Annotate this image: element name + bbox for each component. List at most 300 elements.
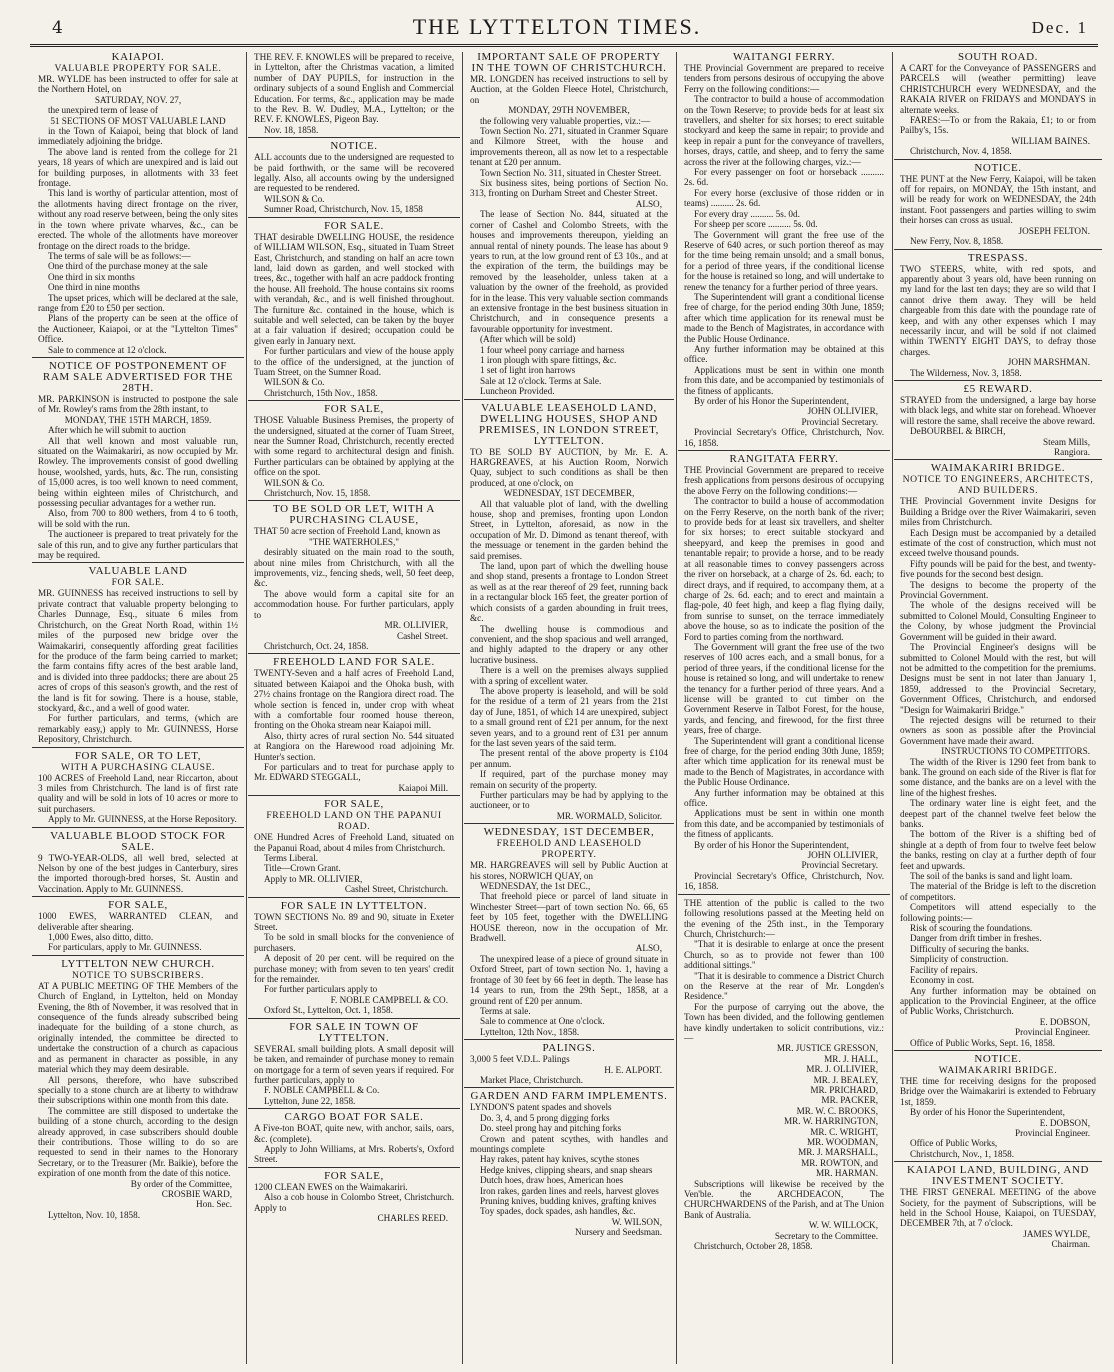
ad-paragraph: DeBOURBEL & BIRCH, bbox=[910, 426, 1006, 437]
ad-paragraph: There is a well on the premises always supplied with a spring of excellent water. bbox=[470, 665, 668, 686]
ad-paragraph: Terms Liberal. bbox=[264, 853, 318, 863]
ad-paragraph: If required, part of the purchase money may remain on security of the property. bbox=[470, 769, 668, 790]
ad-paragraph: Six business sites, being portions of Section No. 313, fronting on Durham Street and Chester Street. bbox=[470, 178, 668, 199]
advertisement bbox=[248, 1167, 460, 1226]
ad-paragraph: Office of Public Works, bbox=[910, 1138, 998, 1149]
ad-heading: FOR SALE, bbox=[108, 899, 168, 912]
ad-body-lead: THE time for receiving designs for the proposed Bridge over the Waimakariri is extended to February 1st, 1859. bbox=[900, 1075, 1096, 1107]
ad-heading: IMPORTANT SALE OF PROPERTY IN THE TOWN OF CHRISTCHURCH. bbox=[471, 52, 667, 74]
ad-heading: WITH A PURCHASING CLAUSE. bbox=[60, 761, 216, 773]
ad-paragraph: Do. steel prong hay and pitching forks bbox=[480, 1123, 622, 1134]
ad-signature: JOSEPH FELTON. bbox=[1018, 225, 1090, 236]
ad-paragraph: Christchurch, October 28, 1858. bbox=[694, 1241, 813, 1252]
ad-paragraph: Applications must be sent in within one month from this date, and be accompanied by testimonials of the fitness of applicants. bbox=[684, 364, 884, 396]
ad-body-lead: 3,000 5 feet V.D.L. Palings bbox=[470, 1054, 570, 1065]
ad-paragraph: The whole of the designs received will be submitted to Colonel Mould, Consulting Engineer to the Colony, by whose judgment the Provincial Government will be guided in their award. bbox=[900, 600, 1096, 642]
ad-heading: SOUTH ROAD. bbox=[958, 52, 1038, 63]
ad-signature: JOHN MARSHMAN. bbox=[1007, 357, 1090, 368]
ad-paragraph: For particulars and to treat for purchase apply to Mr. EDWARD STEGGALL, bbox=[254, 761, 454, 783]
ad-body-lead: THE Provincial Government are prepared to receive tenders from persons desirous of occupying the above Ferry on the following conditions:— bbox=[684, 63, 884, 94]
ad-paragraph: Sale to commence at One o'clock. bbox=[480, 1016, 605, 1027]
ad-paragraph: Nov. 18, 1858. bbox=[264, 124, 319, 135]
ad-paragraph: Sumner Road, Christchurch, Nov. 15, 1858 bbox=[264, 204, 423, 215]
ad-heading: KAIAPOI. bbox=[111, 52, 165, 63]
ad-body-lead: STRAYED from the undersigned, a large bay horse with black legs, and white star on forehead. Whoever will restore the same, shall receive the above reward. bbox=[900, 394, 1096, 426]
ad-body-lead: AT A PUBLIC MEETING OF THE Members of the Church of England, in Lyttelton, held on Monday Evening, the 8th of November, it was resolved that in consequence of the funds already subscribed being inadequate for the building of a stone church, as originally intended, the committee be directed to undertake the construction of a church as capacious and as permanent in character as possible, in any material which they may deem desirable. bbox=[38, 980, 238, 1075]
ad-signature: MR. PACKER, bbox=[821, 1095, 878, 1106]
advertisement bbox=[32, 896, 244, 955]
ad-heading: VALUABLE BLOOD STOCK FOR SALE. bbox=[50, 829, 226, 853]
ad-paragraph: To be sold in small blocks for the convenience of purchasers. bbox=[254, 932, 454, 953]
ad-subheading: MONDAY, THE 15TH MARCH, 1859. bbox=[64, 414, 212, 425]
advertisement bbox=[894, 1161, 1102, 1251]
ad-paragraph: The Superintendent will grant a conditional license free of charge, for the period ending 30th June, 1859; after which time application for its renewal must be made to the Bench of Magistrates, in accordance with the Public House Ordinance. bbox=[684, 735, 884, 788]
ad-paragraph: By order of his Honor the Superintendent, bbox=[910, 1107, 1065, 1118]
ad-paragraph: The lease of Section No. 844, situated at the corner of Cashel and Colombo Streets, with the houses and improvements thereupon, yielding an annual rental of ninety pounds. The lease has about 9 years to run, at the low ground rent of £3 10s., and at the expiration of the term, the buildings may be removed by the leaseholder, unless taken at a valuation by the owner of the freehold, as provided for in the lease. This very valuable section commands an extensive frontage in the best business situation in Christchurch, and in consequence presents a favourable opportunity for investment. bbox=[470, 209, 668, 334]
ad-paragraph: For further particulars and view of the house apply to the office of the undersigned, at the junction of Tuam Street, on the Sumner Road. bbox=[254, 346, 454, 377]
ad-signature: MR. J. MARSHALL, bbox=[798, 1147, 878, 1158]
ad-body-lead: A Five-ton BOAT, quite new, with anchor, sails, oars, &c. (complete). bbox=[254, 1123, 454, 1144]
ad-heading: FREEHOLD AND LEASEHOLD PROPERTY. bbox=[496, 838, 642, 861]
ad-paragraph: The rejected designs will be returned to their owners as soon as possible after the Provincial Government have made their award. bbox=[900, 714, 1096, 746]
ad-paragraph: The auctioneer is prepared to treat privately for the sale of this run, and to give any further particulars that may be required. bbox=[38, 529, 238, 561]
advertisement bbox=[678, 450, 890, 894]
ad-heading: VALUABLE LAND bbox=[88, 565, 188, 578]
ad-paragraph: Simplicity of construction. bbox=[910, 954, 1009, 965]
column-divider bbox=[676, 52, 677, 1364]
ad-heading: WEDNESDAY, 1ST DECEMBER, bbox=[483, 826, 655, 839]
ad-paragraph: the unexpired term of lease of bbox=[48, 105, 158, 116]
ad-paragraph: Facility of repairs. bbox=[910, 964, 978, 975]
ad-signature: Provincial Secretary. bbox=[801, 860, 878, 871]
ad-signature: E. DOBSON, bbox=[1039, 1016, 1090, 1027]
masthead bbox=[0, 0, 1114, 46]
advertisement bbox=[464, 1039, 674, 1087]
ad-paragraph: Apply to Mr. GUINNESS, at the Horse Repository. bbox=[48, 814, 237, 825]
ad-paragraph: Terms at sale. bbox=[480, 1005, 531, 1016]
ad-paragraph: The unexpired lease of a piece of ground situate in Oxford Street, part of town section No. 1, having a frontage of 30 feet by 66 feet in depth. The lease has 14 years to run, from the 29th Sept., 1858, at a ground rent of £20 per annum. bbox=[470, 953, 668, 1006]
advertisement bbox=[894, 249, 1102, 380]
ad-signature: ALSO, bbox=[635, 943, 662, 954]
ad-signature: CROSBIE WARD, bbox=[161, 1188, 232, 1199]
ad-signature: F. NOBLE CAMPBELL & CO. bbox=[330, 994, 448, 1005]
ad-paragraph: Applications must be sent in within one month from this date, and be accompanied by testimonials of the fitness of applicants. bbox=[684, 808, 884, 840]
advertisement bbox=[894, 1050, 1102, 1161]
ad-signature: By order of the Committee, bbox=[130, 1178, 232, 1189]
ad-heading: FOR SALE, bbox=[324, 798, 384, 811]
ad-paragraph: Competitors will attend especially to the following points:— bbox=[900, 902, 1096, 923]
column-1 bbox=[32, 52, 244, 1368]
advertisement bbox=[678, 894, 890, 1254]
ad-paragraph: Also, from 700 to 800 wethers, from 4 to 6 tooth, will be sold with the run. bbox=[38, 508, 238, 529]
ad-signature: Cashel Street, Christchurch. bbox=[344, 884, 448, 895]
ad-paragraph: The Government will grant the free use of the Reserve of 640 acres, or such portion thereof as may for the time being remain unsold; and a small bonus, for a period of three years, if the conditional license for the house is retained so long, and will undertake to renew the tenancy for a further period of three years. bbox=[684, 229, 884, 292]
ad-heading: NOTICE TO ENGINEERS, ARCHITECTS, AND BUILDERS. bbox=[902, 474, 1094, 497]
ad-heading: WAIMAKARIRI BRIDGE. bbox=[938, 1064, 1058, 1076]
ad-paragraph: One third in nine months bbox=[48, 282, 140, 293]
ad-paragraph: The bottom of the River is a shifting bed of shingle at a depth of from four to twelve feet below the banks, resting on clay at a further depth of four feet and upwards. bbox=[900, 829, 1096, 871]
ad-heading: NOTICE. bbox=[974, 161, 1022, 174]
ad-heading: TRESPASS. bbox=[967, 251, 1029, 264]
ad-body-lead: TWO STEERS, white, with red spots, and apparently about 3 years old, have been running on my land for the last ten days; they are so wild that I cannot drive them away. They will be held chargeable from this date with the poundage rate of keep, and with any other expenses which I may necessarily incur, and will be sold if not claimed within TWENTY EIGHT DAYS, to defray those charges. bbox=[900, 263, 1096, 357]
ad-signature: Rangiora. bbox=[1054, 447, 1090, 457]
ad-signature: JOHN OLLIVIER, bbox=[807, 406, 878, 417]
ad-paragraph: Any further information may be obtained at this office. bbox=[684, 343, 884, 365]
ad-signature: Kaiapoi Mill. bbox=[398, 782, 448, 793]
ad-paragraph: Hay rakes, patent hay knives, scythe stones bbox=[480, 1154, 640, 1165]
ad-paragraph: The designs to become the property of the Provincial Government. bbox=[900, 579, 1096, 601]
ad-body-lead: TO BE SOLD BY AUCTION, by Mr. E. A. HARGREAVES, at his Auction Room, Norwich Quay, subject to such conditions as shall be then produced, at one o'clock, on bbox=[470, 446, 668, 488]
ad-paragraph: Toy spades, dock spades, ash handles, &c. bbox=[480, 1206, 636, 1217]
ad-signature: Steam Mills, bbox=[1043, 436, 1090, 447]
advertisement bbox=[32, 747, 244, 827]
ad-signature: JAMES WYLDE, bbox=[1023, 1228, 1090, 1239]
ad-heading: WAITANGI FERRY. bbox=[732, 52, 836, 63]
ad-signature: MR. JUSTICE GRESSON, bbox=[776, 1043, 878, 1054]
column-divider bbox=[246, 52, 247, 1364]
ad-paragraph: Title—Crown Grant. bbox=[264, 863, 341, 874]
ad-signature: Chairman. bbox=[1051, 1239, 1090, 1250]
ad-heading: FREEHOLD LAND ON THE PAPANUI ROAD. bbox=[266, 810, 442, 833]
ad-paragraph: Dutch hoes, draw hoes, American hoes bbox=[480, 1175, 624, 1186]
ad-paragraph: desirably situated on the main road to the south, about nine miles from Christchurch, with all the improvements, viz., fencing sheds, well, 50 feet deep, &c. bbox=[254, 547, 454, 589]
ad-signature: MR. WOODMAN, bbox=[806, 1137, 878, 1148]
ad-subheading: 51 SECTIONS OF MOST VALUABLE LAND bbox=[50, 115, 226, 126]
ad-paragraph: The Wilderness, Nov. 3, 1858. bbox=[910, 367, 1022, 378]
ad-paragraph: The above would form a capital site for an accommodation house. For further particulars, apply to bbox=[254, 588, 454, 620]
page-number: 4 bbox=[52, 18, 63, 38]
ad-body-lead: THE Provincial Government are prepared to receive fresh applications from persons desirous of occupying the above Ferry on the following conditions:— bbox=[684, 465, 884, 496]
ad-paragraph: Risk of scouring the foundations. bbox=[910, 923, 1033, 934]
advertisement bbox=[32, 52, 244, 357]
advertisement bbox=[894, 159, 1102, 249]
ad-paragraph: FARES:—To or from the Rakaia, £1; to or from Pailby's, 15s. bbox=[900, 115, 1096, 136]
ad-subheading: MONDAY, 29TH NOVEMBER, bbox=[508, 105, 630, 116]
ad-body-lead: TOWN SECTIONS No. 89 and 90, situate in Exeter Street. bbox=[254, 911, 454, 933]
ad-signature: H. E. ALPORT. bbox=[604, 1064, 662, 1075]
ad-paragraph: Sale at 12 o'clock. Terms at Sale. bbox=[480, 375, 602, 386]
ad-paragraph: F. NOBLE CAMPBELL & Co. bbox=[264, 1085, 380, 1096]
ad-paragraph: Luncheon Provided. bbox=[480, 386, 555, 397]
ad-heading: TO BE SOLD OR LET, WITH A PURCHASING CLAUSE, bbox=[273, 503, 435, 527]
ad-body-lead: 100 ACRES of Freehold Land, near Riccarton, about 3 miles from Christchurch. The land is of first rate quality and will be sold in lots of 10 acres or more to suit purchasers. bbox=[38, 772, 238, 814]
ad-heading: NOTICE. bbox=[330, 140, 378, 153]
ad-paragraph: the following very valuable properties, viz.:— bbox=[480, 115, 651, 126]
ad-signature: Provincial Engineer. bbox=[1014, 1127, 1090, 1138]
ad-paragraph: Christchurch, Nov., 1, 1858. bbox=[910, 1148, 1015, 1159]
ad-signature: MR. J. OLLIVIER, bbox=[806, 1064, 878, 1075]
ad-heading: LYTTELTON NEW CHURCH. bbox=[61, 957, 215, 970]
ad-heading: FREEHOLD LAND FOR SALE. bbox=[273, 656, 435, 669]
ad-signature: Secretary to the Committee. bbox=[774, 1230, 878, 1241]
advertisement bbox=[894, 380, 1102, 459]
ad-paragraph: The above land is rented from the college for 21 years, 18 years of which are unexpired and is laid out for building purposes, in allotments with 33 feet frontage. bbox=[38, 146, 238, 189]
ad-signature: MR. W. HARRINGTON, bbox=[783, 1116, 878, 1127]
ad-signature: Provincial Secretary. bbox=[801, 416, 878, 427]
ad-paragraph: Any further information may be obtained on application to the Provincial Engineer, at the office of Public Works, Christchurch. bbox=[900, 985, 1096, 1017]
ad-paragraph: (After which will be sold) bbox=[480, 334, 576, 345]
ad-paragraph: Crown and patent scythes, with handles and mountings complete bbox=[470, 1133, 668, 1154]
ad-paragraph: The ordinary water line is eight feet, and the deepest part of the channel twelve feet below the banks. bbox=[900, 798, 1096, 829]
advertisement bbox=[464, 399, 674, 824]
ad-signature: Cashel Street. bbox=[396, 630, 448, 641]
ad-paragraph: 1,000 Ewes, also ditto, ditto. bbox=[48, 932, 154, 943]
ad-paragraph: The contractor to build a house of accommodation on the Town Reserve; to provide beds for at least six travellers, and shelter for six horses; to erect suitable stockyard and keep the same in repair; to provide and keep in repair a punt for the conveyance of travellers, horses, drays, cattle, and sheep, and to ferry the same across the river at the following charges, viz.:— bbox=[684, 94, 884, 167]
ad-body-lead: A CART for the Conveyance of PASSENGERS and PARCELS will (weather permitting) leave CHRISTCHURCH every WEDNESDAY, and the RAKAIA RIVER on FRIDAYS and MONDAYS in alternate weeks. bbox=[900, 63, 1096, 115]
ad-body-lead: THE PUNT at the New Ferry, Kaiapoi, will be taken off for repairs, on MONDAY, the 15th instant, and will be ready for work on WEDNESDAY, the 24th instant. Foot passengers and parties willing to swim their horses can cross as usual. bbox=[900, 173, 1096, 226]
ad-paragraph: The present rental of the above property is £104 per annum. bbox=[470, 748, 668, 769]
ad-paragraph: Christchurch, 15th Nov., 1858. bbox=[264, 387, 378, 398]
ad-body-lead: THOSE Valuable Business Premises, the property of the undersigned, situated at the corner of Tuam Street, near the Sumner Road, Christchurch, recently erected with some regard to architectural design and finish. Further particulars can be obtained by applying at the office on the spot. bbox=[254, 415, 454, 478]
ad-paragraph: The dwelling house is commodious and convenient, and the shop spacious and well arranged, and highly adapted to the drapery or any other lucrative business. bbox=[470, 623, 668, 665]
ad-paragraph: "That it is desirable to commence a District Church on the Reserve at the rear of Mr. Longden's Residence." bbox=[684, 970, 884, 1002]
ad-paragraph: Lyttelton, 12th Nov., 1858. bbox=[480, 1026, 580, 1037]
ad-paragraph: That freehold piece or parcel of land situate in Winchester Street—part of town section No. 66, 65 feet by 105 feet, together with the DWELLING HOUSE thereon, now in the occupation of Mr. Bradwell. bbox=[470, 891, 668, 944]
newspaper-title: THE LYTTELTON TIMES. bbox=[412, 14, 702, 39]
ad-paragraph: Lyttelton, June 22, 1858. bbox=[264, 1095, 356, 1106]
ad-signature: W. WILSON, bbox=[611, 1216, 662, 1227]
ad-paragraph: 1 four wheel pony carriage and harness bbox=[480, 344, 625, 355]
ad-heading: FOR SALE, bbox=[324, 1169, 384, 1182]
ad-paragraph: The upset prices, which will be declared at the sale, range from £20 to £50 per section. bbox=[38, 292, 238, 313]
ad-body-lead: MR. GUINNESS has received instructions to sell by private contract that valuable property belonging to Charles Dunnage, Esq., situate 6 miles from Christchurch, on the Great North Road, within 1½ miles of the purposed new bridge over the Waimakariri, consequently affording great facilities for the produce of the farm being carried to market; the farm contains fifty acres of the best arable land, and is divided into three paddocks; there are about 25 acres of crops of this season's growth, and the rest of the land is fit for sowing. There is a house, stable, stockyard, &c., and a well of good water. bbox=[38, 588, 238, 713]
ad-body-lead: THAT 50 acre section of Freehold Land, known as bbox=[254, 526, 441, 537]
ad-signature: W. W. WILLOCK, bbox=[808, 1220, 878, 1231]
ad-paragraph: After which he will submit to auction bbox=[48, 425, 186, 436]
ad-paragraph: Each Design must be accompanied by a detailed estimate of the cost of construction, which must not exceed twelve thousand pounds. bbox=[900, 527, 1096, 559]
ad-heading: VALUABLE LEASEHOLD LAND, DWELLING HOUSES, SHOP AND PREMISES, IN LONDON STREET, LYTTELTON. bbox=[478, 401, 660, 447]
ad-paragraph: WILSON & Co. bbox=[264, 477, 325, 488]
column-divider bbox=[892, 52, 893, 1364]
ad-signature: MR. J. BEALEY, bbox=[813, 1074, 878, 1085]
advertisement bbox=[894, 52, 1102, 159]
ad-paragraph: Apply to MR. OLLIVIER, bbox=[264, 873, 363, 884]
advertisement bbox=[248, 897, 460, 1018]
ad-paragraph: For further particulars apply to bbox=[264, 984, 378, 995]
advertisement bbox=[248, 795, 460, 896]
ad-paragraph: Market Place, Christchurch. bbox=[480, 1074, 584, 1085]
issue-date: Dec. 1 bbox=[1031, 18, 1088, 37]
ad-paragraph: All that well known and most valuable run, situated on the Waimakariri, as now occupied by Mr. Rowley. The improvements consist of good dwelling house, woolshed, yards, huts, &c. The run, consisting of 15,000 acres, is too well known to need comment, being within eighteen miles of Christchurch, and possessing peculiar advantages for a wether run. bbox=[38, 435, 238, 509]
advertisement bbox=[248, 1018, 460, 1108]
advertisement bbox=[32, 562, 244, 746]
ad-body-lead: MR. LONGDEN has received instructions to sell by Auction, at the Golden Fleece Hotel, Christchurch, on bbox=[470, 74, 668, 105]
ad-paragraph: Subscriptions will likewise be received by the Ven'ble. the ARCHDEACON, The CHURCHWARDENS of the Parish, and at The Union Bank of Australia. bbox=[684, 1178, 884, 1220]
ad-paragraph: The terms of sale will be as follows:— bbox=[48, 250, 191, 261]
ad-paragraph: Christchurch, Oct. 24, 1858. bbox=[264, 640, 369, 651]
ad-signature: MR. C. WRIGHT, bbox=[810, 1126, 878, 1137]
ad-body-lead: LYNDON'S patent spades and shovels bbox=[470, 1102, 612, 1113]
ad-paragraph: Town Section No. 311, situated in Chester Street. bbox=[480, 167, 662, 178]
ad-body-lead: MR. WYLDE has been instructed to offer for sale at the Northern Hotel, on bbox=[38, 74, 238, 95]
advertisement bbox=[894, 459, 1102, 1050]
ad-paragraph: Provincial Secretary's Office, Christchurch, Nov. 16, 1858. bbox=[684, 427, 884, 448]
ad-body-lead: SEVERAL small building plots. A small deposit will be taken, and remainder of purchase money to remain on mortgage for a term of seven years if required. For further particulars, apply to bbox=[254, 1043, 454, 1085]
ad-paragraph: Provincial Secretary's Office, Christchurch, Nov. 16, 1858. bbox=[684, 870, 884, 892]
ad-paragraph: The above property is leasehold, and will be sold for the residue of a term of 21 years from the 21st day of June, 1851, of which 14 are unexpired, subject to a small ground rent of £21 per annum, for the next seven years, and to a ground rent of £31 per annum for the last seven years of the said term. bbox=[470, 685, 668, 748]
ad-paragraph: The soil of the banks is sand and light loam. bbox=[910, 871, 1073, 882]
ad-body-lead: THE Provincial Government invite Designs for Building a Bridge over the River Waimakariri, seven miles from Christchurch. bbox=[900, 496, 1096, 528]
column-5 bbox=[894, 52, 1102, 1368]
ad-heading: FOR SALE IN TOWN OF LYTTELTON. bbox=[289, 1020, 419, 1044]
ad-heading: KAIAPOI LAND, BUILDING, AND INVESTMENT SOCIETY. bbox=[906, 1164, 1090, 1188]
ad-signature: WILLIAM BAINES. bbox=[1011, 135, 1090, 146]
ad-body-lead: 1200 CLEAN EWES on the Waimakariri. bbox=[254, 1181, 408, 1192]
ad-heading: CARGO BOAT FOR SALE. bbox=[284, 1111, 424, 1124]
ad-body-lead: THE FIRST GENERAL MEETING of the above Society, for the payment of Subscriptions, will be held in the School House, Kaiapoi, on TUESDAY, DECEMBER 7th, at 7 o'clock. bbox=[900, 1187, 1096, 1229]
column-4 bbox=[678, 52, 890, 1368]
ad-paragraph: Pruning knives, budding knives, grafting knives bbox=[480, 1196, 657, 1206]
ad-heading: FOR SALE, OR TO LET, bbox=[74, 749, 202, 762]
ad-heading: FOR SALE IN LYTTELTON. bbox=[280, 899, 428, 912]
ad-signature: MR. HARMAN. bbox=[815, 1168, 878, 1179]
ad-body-lead: ONE Hundred Acres of Freehold Land, situated on the Papanui Road, about 4 miles from Christchurch. bbox=[254, 832, 454, 853]
advertisement bbox=[32, 357, 244, 563]
ad-paragraph: The width of the River is 1290 feet from bank to bank. The ground on each side of the River is flat for some distance, and the banks are on a level with the line of the highest freshes. bbox=[900, 756, 1096, 798]
ad-paragraph: All persons, therefore, who have subscribed specially to a stone church are at liberty to withdraw their subscriptions within one month from this date. bbox=[38, 1074, 238, 1106]
ad-paragraph: Sale to commence at 12 o'clock. bbox=[48, 344, 167, 355]
ad-signature: MR. J. HALL, bbox=[824, 1053, 878, 1064]
ad-paragraph: Fifty pounds will be paid for the best, and twenty-five pounds for the second best design. bbox=[900, 558, 1096, 580]
ad-paragraph: For every horse (exclusive of those ridden or in teams) .......... 2s. 6d. bbox=[684, 187, 884, 209]
ad-paragraph: One third in six months bbox=[48, 271, 135, 282]
ad-paragraph: For further particulars, and terms, (which are remarkably easy,) apply to Mr. GUINNESS, Horse Repository, Christchurch. bbox=[38, 713, 238, 745]
ad-paragraph: Town Section No. 271, situated in Cranmer Square and Kilmore Street, with the house and improvements thereon, all as now let to a respectable tenant at £20 per annum. bbox=[470, 126, 668, 168]
advertisement bbox=[678, 52, 890, 450]
ad-paragraph: Also a cob house in Colombo Street, Christchurch. Apply to bbox=[254, 1192, 454, 1213]
ad-signature: E. DOBSON, bbox=[1039, 1117, 1090, 1128]
ad-heading: NOTICE. bbox=[974, 1052, 1022, 1065]
advertisement bbox=[248, 1108, 460, 1167]
advertisement bbox=[32, 827, 244, 897]
ad-paragraph: A deposit of 20 per cent. will be required on the purchase money; with from seven to ten years' credit for the remainder. bbox=[254, 953, 454, 985]
ad-paragraph: By order of his Honor the Superintendent, bbox=[694, 839, 849, 850]
ad-heading: FOR SALE. bbox=[324, 219, 384, 232]
ad-heading: WAIMAKARIRI BRIDGE. bbox=[930, 462, 1066, 475]
ad-paragraph: Difficulty of securing the banks. bbox=[910, 943, 1029, 954]
column-3 bbox=[464, 52, 674, 1368]
ad-paragraph: New Ferry, Nov. 8, 1858. bbox=[910, 236, 1004, 247]
ad-paragraph: For every passenger on foot or horseback .......... 2s. 6d. bbox=[684, 167, 884, 188]
ad-heading: RANGITATA FERRY. bbox=[729, 453, 839, 466]
ad-signature: CHARLES REED. bbox=[377, 1212, 448, 1223]
ad-body-lead: MR. HARGREAVES will sell by Public Auction at his stores, NORWICH QUAY, on bbox=[470, 860, 668, 881]
ad-signature: INSTRUCTIONS TO COMPETITORS. bbox=[941, 746, 1090, 757]
ad-paragraph: Apply to John Williams, at Mrs. Roberts's, Oxford Street. bbox=[254, 1143, 454, 1165]
ad-paragraph: "That it is desirable to enlarge at once the present Church, so as to provide not fewer than 100 additional sittings." bbox=[684, 939, 884, 971]
ad-paragraph: Christchurch, Nov. 4, 1858. bbox=[910, 146, 1012, 157]
column-divider bbox=[462, 52, 463, 1364]
ad-body-lead: THAT desirable DWELLING HOUSE, the residence of WILLIAM WILSON, Esq., situated in Tuam Street East, Christchurch, and standing on half an acre town land, laid down as garden, and well stocked with trees, &c., together with half an acre paddock fronting the house. All freehold. The house contains six rooms with verandah, &c., and is well finished throughout. The furniture &c. contained in the house, which is suitable and well selected, can be taken by the buyer at a fair valuation if desired; occupation could be given early in January next. bbox=[254, 231, 454, 346]
ad-paragraph: The contractor to build a house of accommodation on the Ferry Reserve, on the north bank of the river; to provide beds for at least six travellers, and shelter for six horses; to erect suitable stockyard and sheepyard, and keep the premises in good and tenantable repair; to provide a horse, and to be ready at all reasonable times to convey passengers across the river on horseback, at a charge of 2s. 6d. each; to direct drays, and if required, to accompany them, at a charge of 2s. 6d. each; and to erect and maintain a flag-pole, 40 feet high, and keep a flag flying daily, from sunrise to sunset, on the terrace immediately above the house, so as to indicate the position of the Ford to parties coming from the northward. bbox=[684, 496, 884, 642]
ad-paragraph: Also, thirty acres of rural section No. 544 situated at Rangiora on the Harewood road adjoining Mr. Hunter's section. bbox=[254, 730, 454, 762]
ad-body-lead: THE attention of the public is called to the two following resolutions passed at the Meeting held on the evening of the 25th inst., in the Temporary Church, Christchurch:— bbox=[684, 897, 884, 939]
advertisement bbox=[464, 1087, 674, 1239]
advertisement bbox=[248, 400, 460, 500]
advertisement bbox=[464, 823, 674, 1039]
ad-signature: JOHN OLLIVIER, bbox=[807, 850, 878, 861]
ad-signature: MR. WORMALD, Solicitor. bbox=[556, 810, 662, 821]
ad-subheading: SATURDAY, NOV. 27, bbox=[94, 94, 182, 105]
advertisement bbox=[248, 217, 460, 401]
advertisement bbox=[248, 137, 460, 216]
ad-paragraph: By order of his Honor the Superintendent, bbox=[694, 396, 849, 406]
ad-paragraph: Plans of the property can be seen at the office of the Auctioneer, Kaiapoi, or at the "Lyttelton Times" Office. bbox=[38, 313, 238, 345]
ad-signature: Hon. Sec. bbox=[196, 1199, 232, 1210]
ad-paragraph: WILSON & Co. bbox=[264, 193, 325, 204]
ad-paragraph: This land is worthy of particular attention, most of the allotments having direct frontage on the river, without any road reserve between, being the only sites in the town where private wharves, &c., can be erected. The whole of the allotments have moreover frontage on the direct roads to the bridge. bbox=[38, 188, 238, 251]
ad-paragraph: in the Town of Kaiapoi, being that block of land immediately adjoining the bridge. bbox=[38, 126, 238, 147]
ad-body-lead: MR. PARKINSON is instructed to postpone the sale of Mr. Rowley's rams from the 28th instant, to bbox=[38, 393, 238, 415]
ad-paragraph: The Superintendent will grant a conditional license free of charge, for the period ending 30th June, 1859; after which time application for its renewal must be made to the Bench of Magistrates, in accordance with the Public House Ordinance. bbox=[684, 291, 884, 344]
ad-heading: FOR SALE, bbox=[324, 403, 384, 416]
ad-paragraph: The land, upon part of which the dwelling house and shop stand, presents a frontage to London Street as well as at the rear thereof of 29 feet, running back in a rectangular block 165 feet, the greater portion of which consists of a garden abounding in fruit trees, &c. bbox=[470, 561, 668, 624]
ad-body-lead: TWENTY-Seven and a half acres of Freehold Land, situated between Kaiapoi and the Ohoka bush, with 27½ chains frontage on the Rangiora direct road. The whole section is fenced in, under crop with wheat with a comfortable four roomed house thereon, fronting on the Ohoka stream near Kaiapoi mill. bbox=[254, 668, 454, 731]
advertisement bbox=[248, 52, 460, 137]
masthead-rule bbox=[30, 44, 1098, 47]
ad-signature: MR. ROWTON, and bbox=[801, 1157, 878, 1168]
ad-paragraph: Economy in cost. bbox=[910, 975, 975, 986]
ad-paragraph: Further particulars may be had by applying to the auctioneer, or to bbox=[470, 790, 668, 811]
ad-signature: MR. OLLIVIER, bbox=[384, 620, 448, 631]
ad-paragraph: Danger from drift timber in freshes. bbox=[910, 933, 1042, 944]
ad-paragraph: For every dray .......... 5s. 0d. bbox=[694, 208, 800, 219]
ad-paragraph: Oxford St., Lyttelton, Oct. 1, 1858. bbox=[264, 1005, 393, 1016]
ad-heading: VALUABLE PROPERTY FOR SALE. bbox=[54, 63, 222, 74]
ad-paragraph: Lyttelton, Nov. 10, 1858. bbox=[48, 1209, 141, 1220]
ad-paragraph: Office of Public Works, Sept. 16, 1858. bbox=[910, 1037, 1055, 1048]
ad-paragraph: WEDNESDAY, the 1st DEC., bbox=[480, 881, 591, 892]
ad-heading: GARDEN AND FARM IMPLEMENTS. bbox=[470, 1090, 668, 1103]
ad-body-lead: 9 TWO-YEAR-OLDS, all well bred, selected at Nelson by one of the best judges in Canterbury, sires the imported thorough-bred horses, St. Austin and Vaccination. Apply to Mr. GUINNESS. bbox=[38, 852, 238, 894]
ad-body-lead: 1000 EWES, WARRANTED CLEAN, and deliverable after shearing. bbox=[38, 911, 238, 932]
ad-paragraph: Do. 3, 4, and 5 prong digging forks bbox=[480, 1112, 610, 1123]
ad-paragraph: For the purpose of carrying out the above, the Town has been divided, and the following gentlemen have kindly undertaken to solicit contributions, viz.:— bbox=[684, 1001, 884, 1043]
ad-paragraph: The material of the Bridge is left to the discretion of competitors. bbox=[900, 881, 1096, 902]
column-2 bbox=[248, 52, 460, 1368]
ad-heading: £5 REWARD. bbox=[963, 382, 1033, 395]
ad-paragraph: Any further information may be obtained at this office. bbox=[684, 787, 884, 809]
ad-paragraph: 1 set of light iron harrows bbox=[480, 365, 576, 376]
ad-paragraph: Christchurch, Nov. 15, 1858. bbox=[264, 488, 371, 499]
ad-paragraph: For particulars, apply to Mr. GUINNESS. bbox=[48, 942, 202, 953]
advertisement bbox=[248, 500, 460, 653]
ad-paragraph: The committee are still disposed to undertake the building of a stone church, according to the design already approved, in case subscribers should double their contributions. Those willing to do so are requested to send in their names to the Honorary Secretary, or to the Treasurer (Mr. Baikie), before the expiration of one month from the date of this notice. bbox=[38, 1105, 238, 1179]
ad-paragraph: WILSON & Co. bbox=[264, 377, 325, 388]
ad-paragraph: All that valuable plot of land, with the dwelling house, shop and premises, fronting upon London Street, in Lyttelton, aforesaid, as now in the occupation of Mr. D. Dimond as tenant thereof, with the messuage or tenement in the garden behind the said premises. bbox=[470, 498, 668, 561]
advertisement bbox=[32, 955, 244, 1222]
ad-signature: Nursery and Seedsman. bbox=[574, 1227, 662, 1238]
ad-heading: FOR SALE. bbox=[111, 577, 165, 589]
ad-heading: NOTICE OF POSTPONEMENT OF RAM SALE ADVERTISED FOR THE 28TH. bbox=[42, 359, 234, 394]
ad-heading: PALINGS. bbox=[542, 1042, 596, 1055]
ad-subheading: "THE WATERHOLES," bbox=[308, 536, 399, 547]
ad-paragraph: The Provincial Engineer's designs will be submitted to Colonel Mould with the rest, but will not be admitted to the competition for the premiums. Designs must be sent in not later than January 1, 1859, addressed to the Provincial Secretary, Government Offices, Christchurch, and endorsed "Design for Waimakariri Bridge." bbox=[900, 642, 1096, 715]
ad-body-lead: THE REV. F. KNOWLES will be prepared to receive, in Lyttelton, after the Christmas vacation, a limited number of DAY PUPILS, for instruction in the ordinary subjects of a sound English and Commercial Education. For terms, &c., application may be made to the Rev. B. W. Dudley, M.A., Lyttelton; or the REV. F. KNOWLES, Pigeon Bay. bbox=[254, 52, 454, 125]
ad-body-lead: ALL accounts due to the undersigned are requested to be paid forthwith, or the same will be recovered legally. Also, all accounts owing by the undersigned are requested to be rendered. bbox=[254, 152, 454, 194]
ad-signature: MR. PRICHARD, bbox=[810, 1085, 878, 1095]
ad-signature: MR. W. C. BROOKS, bbox=[796, 1105, 878, 1116]
ad-signature: ALSO, bbox=[635, 198, 662, 209]
advertisement bbox=[464, 52, 674, 399]
ad-subheading: WEDNESDAY, 1ST DECEMBER, bbox=[503, 488, 635, 499]
ad-signature: Provincial Engineer. bbox=[1014, 1027, 1090, 1038]
ad-paragraph: For sheep per score .......... 5s. 0d. bbox=[694, 219, 818, 230]
ad-heading: NOTICE TO SUBSCRIBERS. bbox=[72, 969, 204, 981]
ad-paragraph: The Government will grant the free use of the two reserves of 100 acres each, and a small bonus, for a period of three years, if the conditional license for the house is retained so long, and will undertake to renew the tenancy for a further period of three years. And a license will be granted to cut timber on the Government Reserve in Talbot Forest, for the house, yards, and fencing, and firewood, for the first three years, free of charge. bbox=[684, 641, 884, 736]
ad-paragraph: 1 iron plough with spare fittings, &c. bbox=[480, 354, 617, 365]
advertisement bbox=[248, 653, 460, 795]
